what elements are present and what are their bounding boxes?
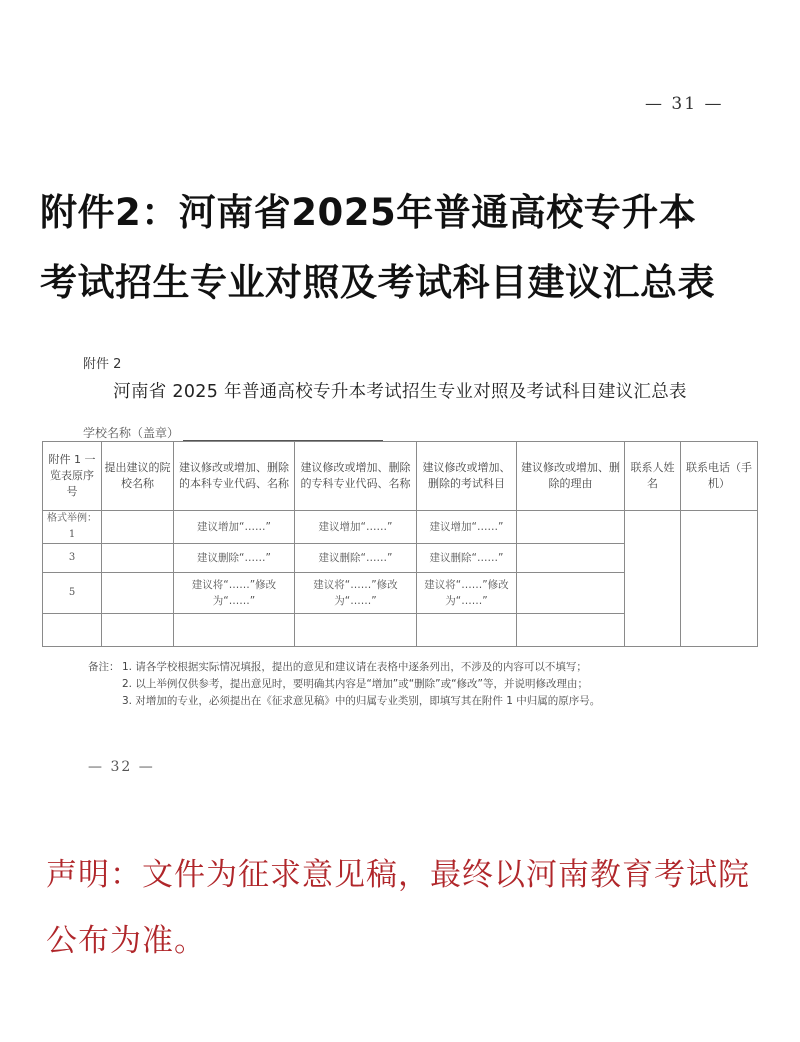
cell-school — [102, 614, 174, 647]
school-name-field — [83, 424, 383, 441]
col-header-contact-phone: 联系电话（手机） — [681, 442, 758, 511]
attachment-label: 附件 2 — [83, 357, 122, 372]
cell-bachelor: 建议将“……”修改为“……” — [174, 573, 295, 614]
disclaimer-statement: 声明：文件为征求意见稿，最终以河南教育考试院公布为准。 — [46, 857, 750, 959]
col-header-associate-major: 建议修改或增加、删除的专科专业代码、名称 — [295, 442, 417, 511]
cell-subject: 建议增加“……” — [417, 511, 517, 544]
col-header-school: 提出建议的院校名称 — [102, 442, 174, 511]
headline-line-2: 考试招生专业对照及考试科目建议汇总表 — [40, 261, 715, 304]
cell-reason — [517, 511, 625, 544]
cell-reason — [517, 614, 625, 647]
headline — [40, 178, 780, 318]
col-header-reason: 建议修改或增加、删除的理由 — [517, 442, 625, 511]
cell-seq: 格式举例：1 — [43, 511, 102, 544]
cell-subject: 建议将“……”修改为“……” — [417, 573, 517, 614]
cell-subject: 建议删除“……” — [417, 544, 517, 573]
headline-line-1: 附件2：河南省2025年普通高校专升本 — [40, 191, 697, 234]
cell-bachelor: 建议删除“……” — [174, 544, 295, 573]
cell-bachelor — [174, 614, 295, 647]
cell-school — [102, 511, 174, 544]
notes-label: 备注： — [88, 661, 120, 673]
notes — [88, 659, 600, 710]
cell-contact-name — [625, 511, 681, 647]
col-header-seq: 附件 1 一览表原序号 — [43, 442, 102, 511]
cell-subject — [417, 614, 517, 647]
cell-associate — [295, 614, 417, 647]
cell-school — [102, 573, 174, 614]
scanned-document — [0, 340, 800, 780]
note-item: 1. 请各学校根据实际情况填报，提出的意见和建议请在表格中逐条列出，不涉及的内容可以不填写； — [122, 661, 587, 673]
cell-reason — [517, 573, 625, 614]
school-name-blank — [183, 427, 383, 441]
page-number-top: — 31 — — [645, 94, 724, 114]
cell-reason — [517, 544, 625, 573]
cell-seq: 5 — [43, 573, 102, 614]
cell-bachelor: 建议增加“……” — [174, 511, 295, 544]
note-item: 3. 对增加的专业，必须提出在《征求意见稿》中的归属专业类别，即填写其在附件 1 中归属的原序号。 — [122, 695, 601, 707]
cell-associate: 建议删除“……” — [295, 544, 417, 573]
cell-seq — [43, 614, 102, 647]
cell-school — [102, 544, 174, 573]
cell-associate: 建议增加“……” — [295, 511, 417, 544]
col-header-bachelor-major: 建议修改或增加、删除的本科专业代码、名称 — [174, 442, 295, 511]
table-header-row — [43, 442, 758, 511]
col-header-exam-subject: 建议修改或增加、删除的考试科目 — [417, 442, 517, 511]
note-item: 2. 以上举例仅供参考，提出意见时，要明确其内容是“增加”或“删除”或“修改”等，并说明修改理由； — [122, 678, 588, 690]
page-number-bottom: — 32 — — [88, 759, 155, 775]
col-header-contact-name: 联系人姓名 — [625, 442, 681, 511]
school-name-label: 学校名称（盖章） — [83, 426, 180, 440]
cell-contact-phone — [681, 511, 758, 647]
table-row — [43, 511, 758, 544]
document-title: 河南省 2025 年普通高校专升本考试招生专业对照及考试科目建议汇总表 — [113, 382, 687, 402]
cell-seq: 3 — [43, 544, 102, 573]
summary-table — [42, 441, 758, 647]
cell-associate: 建议将“……”修改为“……” — [295, 573, 417, 614]
